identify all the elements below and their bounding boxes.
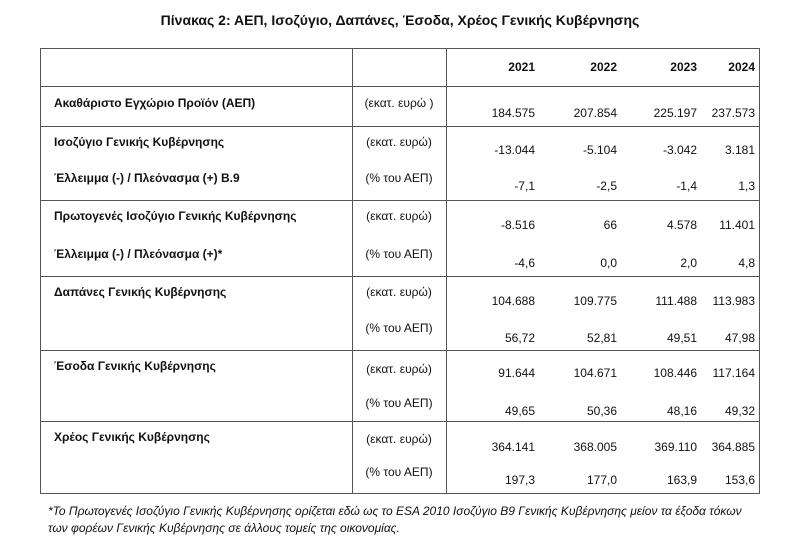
year-header: 2024	[728, 60, 755, 74]
row-label: Πρωτογενές Ισοζύγιο Γενικής Κυβέρνησης	[54, 209, 297, 223]
table-rule	[40, 276, 760, 277]
table-rule	[40, 493, 760, 494]
row-label: Έλλειμμα (-) / Πλεόνασμα (+)*	[54, 247, 223, 261]
table-rule	[40, 48, 41, 494]
table-cell: 0,0	[600, 256, 617, 270]
row-unit: (% του ΑΕΠ)	[365, 171, 433, 185]
row-unit: (% του ΑΕΠ)	[365, 465, 433, 479]
table-cell: 113.983	[712, 294, 755, 308]
table-cell: 104.688	[491, 294, 535, 308]
table-cell: 49,65	[504, 404, 535, 418]
table-cell: 104.671	[573, 366, 617, 380]
table-cell: 117.164	[712, 366, 755, 380]
year-header: 2021	[508, 60, 535, 74]
table-cell: 49,51	[666, 331, 697, 345]
table-cell: 47,98	[724, 331, 755, 345]
row-label: Έσοδα Γενικής Κυβέρνησης	[54, 359, 216, 373]
fiscal-table	[40, 48, 760, 494]
row-unit: (% του ΑΕΠ)	[365, 247, 433, 261]
table-rule	[40, 350, 760, 351]
table-cell: 111.488	[655, 294, 697, 308]
table-rule	[40, 126, 760, 127]
table-cell: 52,81	[586, 331, 617, 345]
row-label: Δαπάνες Γενικής Κυβέρνησης	[54, 285, 227, 299]
row-label: Χρέος Γενικής Κυβέρνησης	[54, 430, 210, 444]
table-rule	[759, 48, 760, 494]
table-cell: 197,3	[504, 473, 535, 487]
year-header: 2023	[670, 60, 697, 74]
row-label: Ισοζύγιο Γενικής Κυβέρνησης	[54, 135, 225, 149]
table-rule	[40, 200, 760, 201]
table-cell: 11.401	[719, 218, 755, 232]
table-cell: 1,3	[738, 179, 755, 193]
row-unit: (εκατ. ευρώ)	[366, 362, 432, 376]
table-cell: 3.181	[724, 143, 755, 157]
table-cell: 109.775	[573, 294, 617, 308]
table-rule	[40, 86, 760, 87]
table-cell: -1,4	[676, 179, 697, 193]
table-cell: 108.446	[653, 366, 697, 380]
table-rule	[352, 48, 353, 494]
table-cell: 4,8	[738, 256, 755, 270]
row-unit: (εκατ. ευρώ)	[366, 285, 432, 299]
table-cell: 364.885	[711, 440, 755, 454]
row-unit: (εκατ. ευρώ)	[366, 135, 432, 149]
table-cell: -13.044	[494, 143, 535, 157]
table-cell: 364.141	[491, 440, 535, 454]
row-unit: (% του ΑΕΠ)	[365, 321, 433, 335]
table-rule	[40, 421, 760, 422]
table-cell: 91.644	[498, 366, 535, 380]
table-rule	[446, 48, 447, 494]
table-rule	[40, 48, 760, 49]
table-cell: 153,6	[724, 473, 755, 487]
table-cell: -3.042	[662, 143, 697, 157]
table-cell: 177,0	[586, 473, 617, 487]
table-cell: -7,1	[514, 179, 535, 193]
table-cell: 49,32	[724, 404, 755, 418]
table-cell: 368.005	[573, 440, 617, 454]
row-unit: (εκατ. ευρώ)	[366, 209, 432, 223]
row-label: Έλλειμμα (-) / Πλεόνασμα (+) Β.9	[54, 171, 240, 185]
table-cell: 4.578	[666, 218, 697, 232]
table-cell: 56,72	[504, 331, 535, 345]
footnote: *Το Πρωτογενές Ισοζύγιο Γενικής Κυβέρνησης ορίζεται εδώ ως το ESA 2010 Ισοζύγιο Β9 Γενικής Κυβέρνησης μείον τα έξοδα τόκων των φορέων Γενικής Κυβέρνησης σε άλλους τομείς της οικονομίας.	[48, 504, 742, 535]
table-cell: 207.854	[573, 106, 617, 120]
year-header: 2022	[590, 60, 617, 74]
table-cell: -2,5	[596, 179, 617, 193]
row-label: Ακαθάριστο Εγχώριο Προϊόν (ΑΕΠ)	[54, 96, 256, 110]
table-cell: 237.573	[711, 106, 755, 120]
table-title: Πίνακας 2: ΑΕΠ, Ισοζύγιο, Δαπάνες, Έσοδα, Χρέος Γενικής Κυβέρνησης	[160, 12, 640, 28]
row-unit: (εκατ. ευρώ )	[364, 96, 434, 110]
table-cell: 184.575	[491, 106, 535, 120]
table-cell: -4,6	[514, 256, 535, 270]
table-cell: 2,0	[680, 256, 697, 270]
table-cell: -5.104	[582, 143, 617, 157]
table-cell: 163,9	[666, 473, 697, 487]
table-cell: -8.516	[500, 218, 535, 232]
table-cell: 369.110	[654, 440, 697, 454]
row-unit: (% του ΑΕΠ)	[365, 396, 433, 410]
table-cell: 225.197	[653, 106, 697, 120]
table-cell: 66	[603, 218, 617, 232]
row-unit: (εκατ. ευρώ)	[366, 432, 432, 446]
table-cell: 50,36	[586, 404, 617, 418]
table-cell: 48,16	[666, 404, 697, 418]
